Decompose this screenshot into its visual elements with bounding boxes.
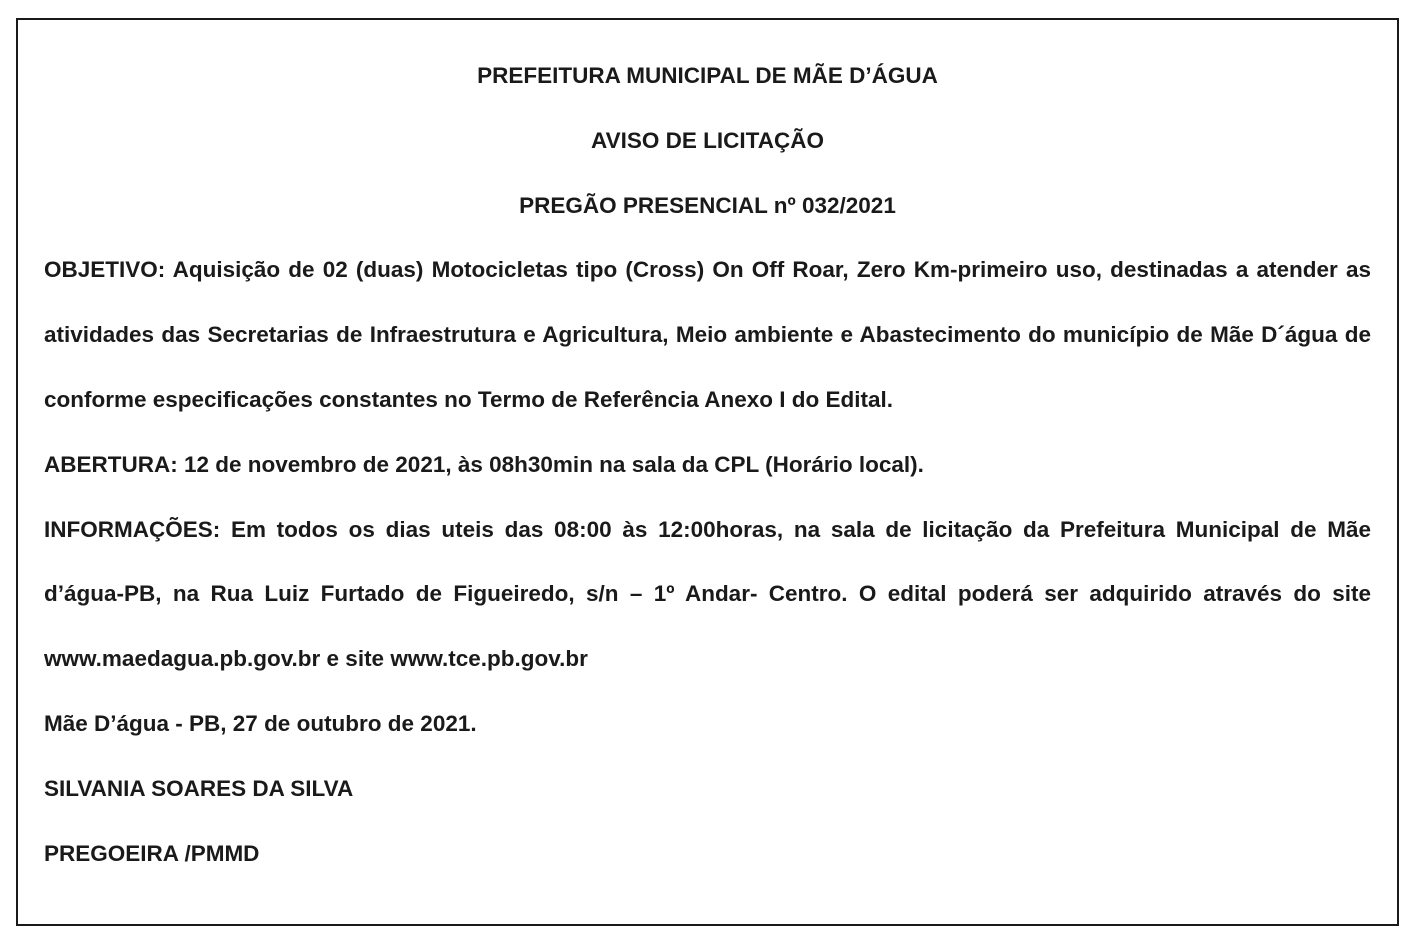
place-date: Mãe D’água - PB, 27 de outubro de 2021. — [44, 710, 477, 736]
opening-paragraph: ABERTURA: 12 de novembro de 2021, às 08h30min na sala da CPL (Horário local). — [44, 451, 924, 477]
procedure-heading: PREGÃO PRESENCIAL nº 032/2021 — [519, 192, 896, 218]
signatory-name: SILVANIA SOARES DA SILVA — [44, 775, 354, 801]
objective-paragraph: OBJETIVO: Aquisição de 02 (duas) Motocicletas tipo (Cross) On Off Roar, Zero Km-primeiro uso, destinadas a atender as atividades das Secretarias de Infraestrutura e Agricultura, Meio ambiente e Abastecimento do município de Mãe D´água de conforme especificações constantes no Termo de Referência Anexo I do Edital. — [44, 257, 1371, 412]
information-paragraph: INFORMAÇÕES: Em todos os dias uteis das 08:00 às 12:00horas, na sala de licitação da Prefeitura Municipal de Mãe d’água-PB, na Rua Luiz Furtado de Figueiredo, s/n – 1º Andar- Centro. O edital poderá ser adquirido através do site www.maedagua.pb.gov.br e site www.tce.pb.gov.br — [44, 516, 1371, 672]
municipality-heading: PREFEITURA MUNICIPAL DE MÃE D’ÁGUA — [477, 63, 938, 88]
notice-type-heading: AVISO DE LICITAÇÃO — [591, 127, 824, 153]
signatory-role: PREGOEIRA /PMMD — [44, 840, 260, 866]
notice-body — [44, 44, 1371, 886]
